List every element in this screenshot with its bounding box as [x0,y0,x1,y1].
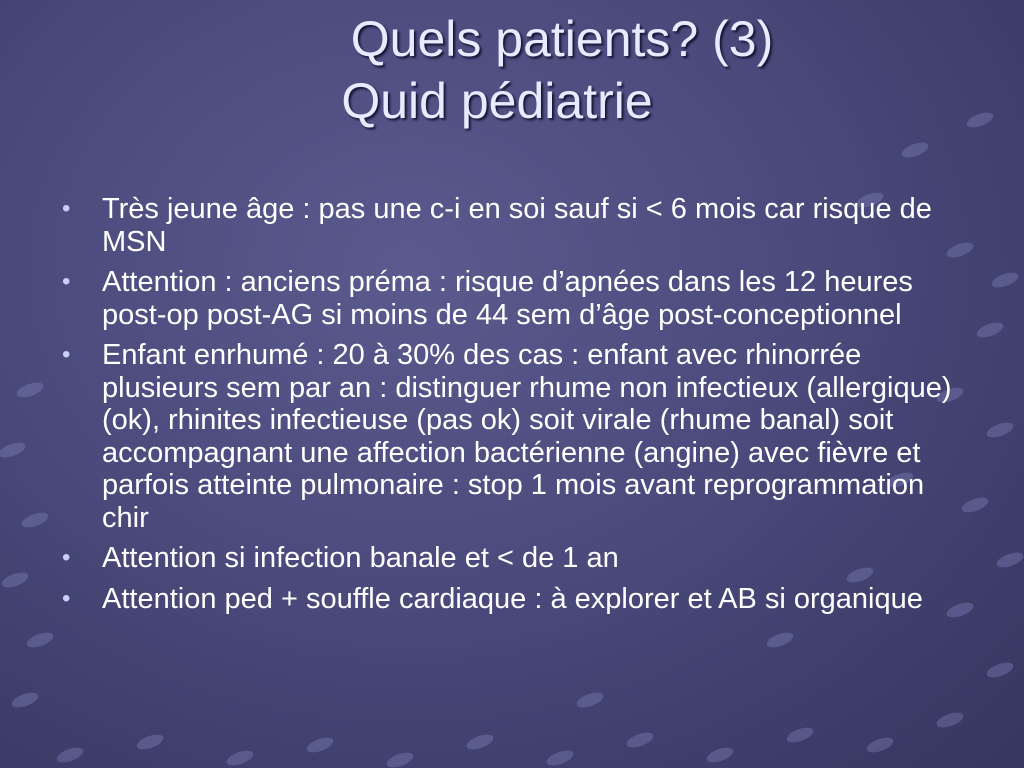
bullet-list [60,193,970,623]
slide-title-line-1: Quels patients? (3) [350,11,774,67]
bullet-item [60,193,970,258]
slide-title-line-2: Quid pédiatrie [341,73,653,129]
bullet-text: Attention si infection banale et < de 1 an [102,542,619,574]
bullet-text: Attention : anciens préma : risque d’apnées dans les 12 heures post-op post-AG si moins de 44 sem d’âge post-conceptionnel [102,266,913,331]
bullet-text: Très jeune âge : pas une c-i en soi sauf si < 6 mois car risque de MSN [102,193,932,258]
bullet-item [60,266,970,331]
bullet-text: Enfant enrhumé : 20 à 30% des cas : enfant avec rhinorrée plusieurs sem par an : distinguer rhume non infectieux (allergique) (ok), rhinites infectieuse (pas ok) soit virale (rhume banal) soit accompagnant une affection bactérienne (angine) avec fièvre et parfois atteinte pulmonaire : stop 1 mois avant reprogrammation chir [102,339,952,534]
bullet-item [60,339,970,534]
bullet-icon: • [62,341,71,368]
bullet-text: Attention ped + souffle cardiaque : à explorer et AB si organique [102,582,923,615]
bullet-icon: • [62,584,71,612]
slide-title [0,8,1024,132]
bullet-item [60,542,970,575]
bullet-icon: • [62,544,71,571]
bullet-icon: • [62,195,71,222]
bullet-icon: • [62,268,71,295]
bullet-item [60,583,970,616]
